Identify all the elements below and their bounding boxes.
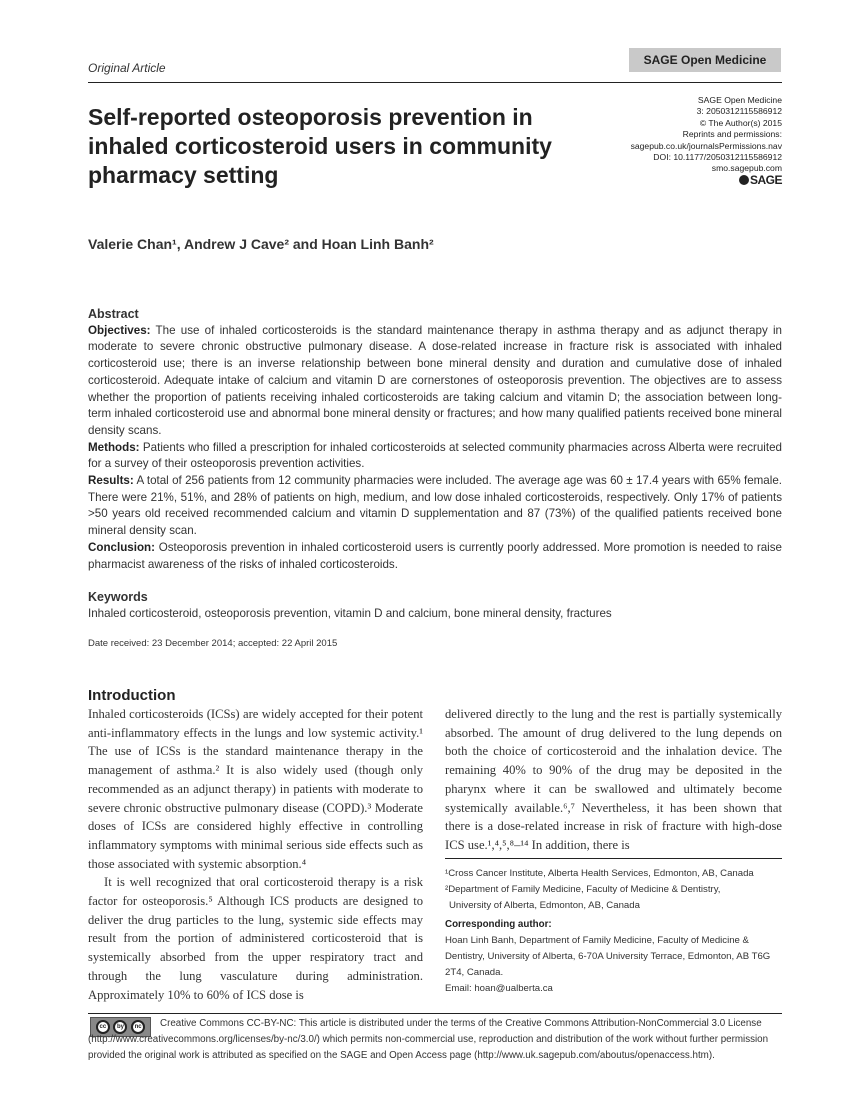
meta-article-number: 3: 2050312115586912	[696, 106, 782, 117]
meta-reprints: Reprints and permissions:	[682, 129, 782, 140]
journal-badge: SAGE Open Medicine	[629, 48, 781, 72]
meta-copyright: © The Author(s) 2015	[699, 117, 782, 128]
corresponding-address: Hoan Linh Banh, Department of Family Medicine, Faculty of Medicine & Dentistry, University of Alberta, 6-70A University Terrace, Edmonton, AB T6G 2T4, Canada.	[445, 935, 771, 978]
abstract-heading: Abstract	[88, 307, 139, 321]
license-rule	[88, 1013, 782, 1014]
dates: Date received: 23 December 2014; accepted: 22 April 2015	[88, 638, 338, 649]
sage-logo-icon	[739, 175, 749, 185]
header-rule	[88, 82, 782, 83]
section-text: Osteoporosis prevention in inhaled corticosteroid users is currently poorly addressed. More promotion is needed to raise pharmacist awareness of the risks of inhaled corticosteroids.	[88, 540, 782, 571]
section-text: Patients who filled a prescription for inhaled corticosteroids at selected community pharmacies across Alberta were recruited for a survey of their osteoporosis prevention activities.	[88, 440, 782, 471]
section-label: Results:	[88, 474, 134, 488]
introduction-heading: Introduction	[88, 687, 176, 704]
meta-permissions-link[interactable]: sagepub.co.uk/journalsPermissions.nav	[630, 140, 782, 151]
footnote-rule	[445, 858, 782, 859]
abstract-objectives	[88, 323, 782, 440]
abstract	[88, 306, 782, 573]
affiliations	[445, 866, 785, 914]
paragraph: Inhaled corticosteroids (ICSs) are widely accepted for their potent anti-inflammatory effects in the lungs and low systemic activity.¹ The use of ICSs is the standard maintenance therapy in the management of asthma.² It is also widely used (though only recommended as an adjunct therapy) in patients with moderate to severe chronic obstructive pulmonary disease (COPD).³ Moderate doses of ICSs are considered highly effective in controlling inflammatory symptoms with minimal serious side effects such as those associated with systemic absorption.⁴	[88, 707, 423, 871]
affiliation-2-cont: University of Alberta, Edmonton, AB, Canada	[449, 900, 640, 911]
corresponding-heading: Corresponding author:	[445, 919, 552, 930]
article-title: Self-reported osteoporosis prevention in inhaled corticosteroid users in community pharmacy setting	[88, 104, 552, 188]
paragraph: delivered directly to the lung and the rest is partially systemically absorbed. The amount of drug delivered to the lung depends on both the choice of corticosteroid and the inhalation device. The remaining 40% to 90% of the drug may be deposited in the pharynx where it can be swallowed and ultimately become systemically available.⁶,⁷ Nevertheless, it has been shown that there is a dose-related increase in risk of fracture with high-dose ICS use.¹,⁴,⁵,⁸–¹⁴ In addition, there is	[445, 707, 782, 852]
keywords-heading: Keywords	[88, 590, 148, 604]
body-column-left	[88, 705, 423, 1004]
section-label: Methods:	[88, 440, 140, 454]
section-text: The use of inhaled corticosteroids is the standard maintenance therapy in asthma therapy and as adjunct therapy in moderate to severe chronic obstructive pulmonary disease. A dose-related increase in fracture risk is associated with inhaled corticosteroid use; there is an inverse relationship between bone mineral density and duration and cumulative dose of inhaled corticosteroid. Adequate intake of calcium and vitamin D are cornerstones of osteoporosis prevention. The objectives are to assess whether the proportion of patients receiving inhaled corticosteroids are taking calcium and vitamin D; the association between long-term inhaled corticosteroid use and abnormal bone mineral density or fractures; and how many qualified patients received bone mineral density scans.	[88, 323, 783, 437]
meta-journal: SAGE Open Medicine	[697, 95, 782, 105]
section-label: Objectives:	[88, 323, 151, 337]
article-meta	[631, 95, 782, 186]
sage-logo	[631, 172, 782, 187]
authors: Valerie Chan¹, Andrew J Cave² and Hoan Linh Banh²	[88, 236, 434, 252]
corresponding-author	[445, 917, 785, 997]
license-body: Creative Commons CC-BY-NC: This article is distributed under the terms of the Creative Commons Attribution-NonCommercial 3.0 License (http://www.creativecommons.org/licenses/by-nc/3.0/) which permits non-commercial use, reproduction and distribution of the work without further permission provided the original work is attributed as specified on the SAGE and Open Access page (http://www.uk.sagepub.com/aboutus/openaccess.htm).	[88, 1018, 769, 1061]
abstract-methods	[88, 440, 782, 473]
abstract-conclusion	[88, 540, 782, 573]
meta-site-link[interactable]: smo.sagepub.com	[711, 163, 782, 174]
section-label: Conclusion:	[88, 540, 155, 554]
meta-doi[interactable]: DOI: 10.1177/2050312115586912	[653, 152, 782, 163]
corresponding-email[interactable]: Email: hoan@ualberta.ca	[445, 983, 553, 994]
by-icon: by	[113, 1020, 127, 1034]
affiliation-2: ²Department of Family Medicine, Faculty of Medicine & Dentistry,	[445, 884, 721, 895]
body-column-right	[445, 705, 782, 855]
section-text: A total of 256 patients from 12 community pharmacies were included. The average age was 60 ± 17.4 years with 65% female. There were 21%, 51%, and 28% of patients on high, medium, and low dose inhaled corticosteroids, respectively. Only 17% of patients >50 years old received recommended calcium and vitamin D supplementation and 87 (73%) of the qualified patients received bone mineral density scan.	[88, 474, 782, 538]
keywords	[88, 589, 782, 622]
abstract-results	[88, 473, 782, 540]
article-type: Original Article	[88, 61, 166, 75]
paragraph: It is well recognized that oral corticosteroid therapy is a risk factor for osteoporosis.⁵ Although ICS products are designed to deliver the drug particles to the lung, systemic side effects may result from the portion of administered corticosteroid that is systemically absorbed from the upper respiratory tract and through the lung vasculature during administration. Approximately 10% to 60% of ICS dose is	[88, 875, 423, 1002]
nc-icon: nc	[131, 1020, 145, 1034]
sage-logo-text: SAGE	[749, 172, 782, 187]
license-text	[88, 1016, 782, 1064]
keywords-text: Inhaled corticosteroid, osteoporosis prevention, vitamin D and calcium, bone mineral density, fractures	[88, 606, 612, 620]
cc-icon: cc	[96, 1020, 110, 1034]
affiliation-1: ¹Cross Cancer Institute, Alberta Health Services, Edmonton, AB, Canada	[445, 868, 754, 879]
